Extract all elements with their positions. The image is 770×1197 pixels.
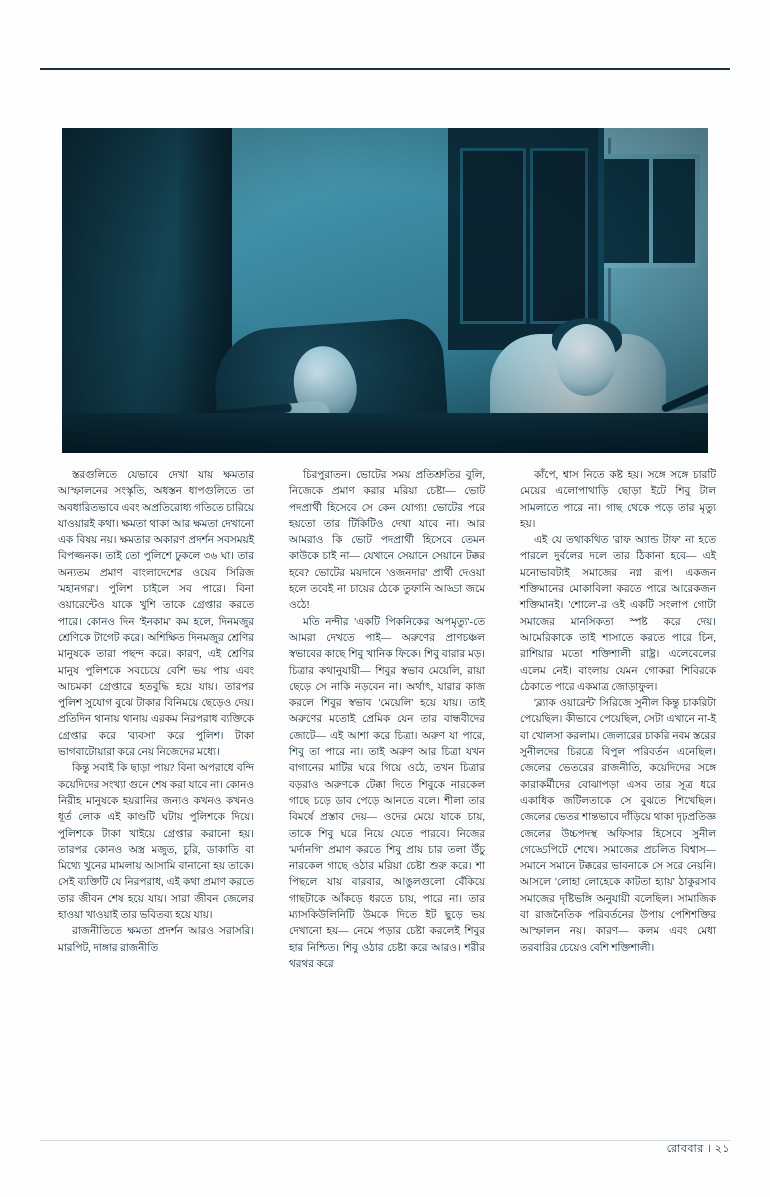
paragraph: মতি নন্দীর 'একটি পিকনিকের অপমৃত্যু'-তে আমরা দেখতে পাই— অরুণের প্রাণচঞ্চল স্বভাবের কাছে শিবু খানিক ফিকে। শিবু বারার মড়। চিত্রার কথানুযায়ী— শিবুর স্বভাব মেয়েলি, রায়া ছেড়ে সে নাকি নড়বেন না। অর্থাৎ, যারার কাজ করলে শিবুর স্বভাব 'মেয়েলি' হয়ে যায়। তাই অরুণের মতোই প্রেমিক যেন তার বান্ধবীদের জোটে— এই আশা করে চিত্রা। অরুণ যা পারে, শিবু তা পারে না। তাই অরুণ আর চিত্রা যখন বাগানের মাটির ঘরে গিয়ে ওঠে, তখন চিত্রার বড়রাও অরুণকে টেক্কা দিতে শিবুকে নারকেল গাছে চড়ে ডাব পেড়ে আনতে বলে। শীলা তার বিমর্ষে প্রস্তাব দেয়— ওদের মেয়ে যাকে চায়, তাকে শিবু ঘরে নিয়ে যেতে পারবে। নিজের 'মর্দানগি' প্রমাণ করতে শিবু প্রায় চার তলা উঁচু নারকেল গাছে ওঠার মরিয়া চেষ্টা শুরু করে। শা পিছলে যায় বারবার, আঙুলগুলো বেঁকিয়ে গাছটাকে আঁকড়ে ধরতে চায়, পারে না। তার ম্যাসকিউলিনিটি উমকে দিতে ইট ছুড়ে ভয় দেখানো হয়— নেমে পড়ার চেষ্টা করলেই শিবুর হার নিশ্চিত। শিবু ওঠার চেষ্টা করে আরও। শরীর থরথর করে: [289, 616, 485, 970]
text-column-2: [289, 468, 485, 973]
text-column-1: [58, 468, 254, 957]
paragraph: কিন্তু সবাই কি ছাড়া পায়? বিনা অপরাধে বন্দি কয়েদিদের সংখ্যা গুনে শেষ করা যাবে না। কোনও নিরীহ মানুষকে হয়রানির জন্যও কখনও কখনও ধূর্ত লোক এই কাণ্ডটি ঘটায় পুলিশকে দিয়ে। পুলিশকে টাকা খাইয়ে গ্রেপ্তার করানো হয়। তারপর কোনও অস্ত্র মজুত, চুরি, ডাকাতি বা মিথ্যে খুনের মামলায় আসামি বানানো হয় তাকে। সেই ব্যক্তিটি যে নিরপরাধ, এই কথা প্রমাণ করতে তার জীবন শেষ হয়ে যায়। সারা জীবন জেলের হাওয়া খাওয়াই তার ভবিতব্য হয়ে যায়।: [58, 763, 254, 922]
page-folio: রোববার । ২১: [666, 1143, 730, 1155]
paragraph: এই যে তথাকথিত 'রাফ অ্যান্ড টাফ' না হতে পারলে দুর্বলের দলে তার ঠিকানা হবে— এই মনোভাবটাই সমাজের নগ্ন রূপ। একজন শক্তিমানের মোকাবিলা করতে পারে আরেকজন শক্তিমানই। 'শোলে'-র ওই একটি সংলাপ গোটা সমাজের মানসিকতা স্পষ্ট করে দেয়। আমেরিকাকে তাই শাসাতে করতে পারে চিন, রাশিয়ার মতো শক্তিশালী রাষ্ট্র। এলেবেলের এলেম নেই। বাংলায় যেমন গোকরা শিবিরকে ঠেকাতে পারে একমাত্র জোড়াফুল।: [520, 535, 716, 693]
article-body: [58, 468, 716, 1128]
paragraph: কাঁপে, শ্বাস নিতে কষ্ট হয়। সঙ্গে সঙ্গে চারটি মেয়ের এলোপাথাড়ি ছোড়া ইটে শিবু টাল সামলাতে পারে না। গাছ থেকে পড়ে তার মৃত্যু হয়।: [520, 470, 716, 530]
article-photograph: [62, 128, 708, 453]
paragraph: স্তরগুলিতে যেভাবে দেখা যায় ক্ষমতার আস্ফালনের সংস্কৃতি, অধস্তন ধাপগুলিতে তা অবধারিতভাবে এবং অপ্রতিরোধ্য গতিতে চারিয়ে যাওয়ারই কথা। ক্ষমতা থাকা আর ক্ষমতা দেখানো এক বিষয় নয়। ক্ষমতার অকারণ প্রদর্শন সবসময়ই বিপজ্জনক। তাই তো পুলিশে ঢুকলে ৩৬ ঘা। তার অন্যতম প্রমাণ বাংলাদেশের ওয়েব সিরিজ 'মহানগর'। পুলিশ চাইলে সব পারে। বিনা ওয়ারেন্টেও যাকে খুশি তাকে গ্রেপ্তার করতে পারে। কোনও দিন 'ইনকাম' কম হলে, দিনমজুর শ্রেণিকে টাগেট করে। অশিক্ষিত দিনমজুর শ্রেণির মানুষকে তারা পছন্দ করে। কারণ, এই শ্রেণির মানুষ পুলিশকে সবচেয়ে বেশি ভয় পায় এবং আচমকা গ্রেপ্তারে হতবুদ্ধি হয়ে যায়। তারপর পুলিশ সুযোগ বুঝে টাকার বিনিময়ে ছেড়েও দেয়। প্রতিদিন থানায় থানায় এরকম নিরপরাধ ব্যক্তিকে গ্রেপ্তার করে 'ব্যবসা' করে পুলিশ। টাকা ভাগবাটোয়ারা করে নেয় নিজেদের মধ্যে।: [58, 470, 254, 759]
paragraph: 'ব্ল্যাক ওয়ারেন্ট' সিরিজে সুনীল কিন্তু চাকরিটা পেয়েছিল। কীভাবে পেয়েছিল, সেটা এখানে না-ই বা খোলসা করলাম। জেলারের চাকরি নবম স্তরের সুনীলদের চিরত্রে বিপুল পরিবর্তন এনেছিল। জেলের ভেতরের রাজনীতি, কয়েদিদের সঙ্গে কারাকর্মীদের বোঝাপড়া এসব তার সূত্র ধরে একাধিক জটিলতাকে সে বুঝতে শিখেছিল। জেলের ভেতর শান্তভাবে দাঁড়িয়ে থাকা দৃঢ়প্রতিজ্ঞ জেলের উচ্চপদস্থ অফিসার হিসেবে সুনীল গেড্ডেপিটে শেখে। সমাজের প্রচলিত বিশ্বাস— সমানে সমানে টক্করের ভাবনাকে সে সরে নেয়নি। আসলে 'লোহা লোহেকে কাটতা হ্যায়' ঠাকুরসাব সমাজের দৃষ্টিভঙ্গি অনুযায়ী বলেছিল। সামাজিক বা রাজনৈতিক পরিবর্তনের উপায় পেশিশক্তির আস্ফালন নয়। কারণ— কলম এবং মেধা তরবারির চেয়েও বেশি শক্তিশালী।: [520, 698, 716, 954]
text-column-3: [520, 468, 716, 957]
top-divider-rule: [40, 68, 730, 70]
paragraph: রাজনীতিতে ক্ষমতা প্রদর্শন আরও সরাসরি। মারপিট, দাঙ্গার রাজনীতি: [58, 926, 254, 954]
paragraph: চিরপুরাতন। ভোটের সময় প্রতিশ্রুতির বুলি, নিজেকে প্রমাণ করার মরিয়া চেষ্টা— ভোট পদপ্রার্থী হিসেবে সে কেন যোগ্য! ভোটের পরে হয়তো তার টিকিটিও দেখা যাবে না। আর আমরাও কি ভোট পদপ্রার্থী হিসেবে তেমন কাউকে চাই না— যেখানে সেয়ানে সেয়ানে টক্কর হবে? ভোটের ময়দানে 'ওজনদার' প্রার্থী দেওয়া হলে তবেই না চায়ের ঠেকে তুফানি আড্ডা জমে ওঠে!: [289, 470, 485, 612]
photo-vignette: [62, 128, 708, 453]
